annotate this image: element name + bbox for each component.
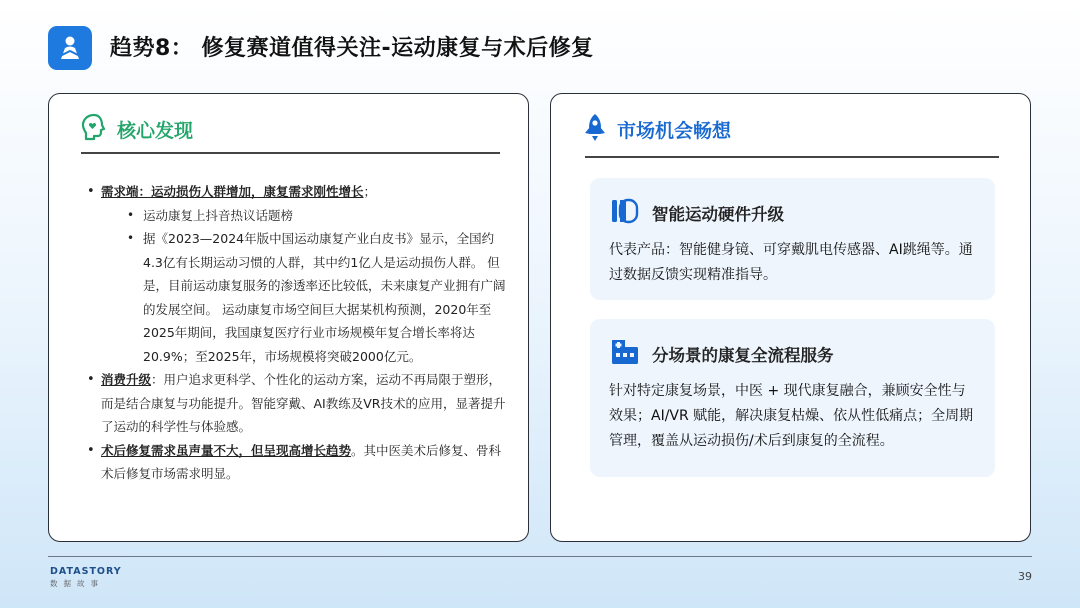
list-item: [87, 204, 507, 228]
opportunity-card: [590, 319, 995, 477]
card-body: 代表产品：智能健身镜、可穿戴肌电传感器、AI跳绳等。通过数据反馈实现精准指导。: [609, 242, 973, 283]
hospital-icon: [610, 338, 640, 370]
divider: [81, 152, 500, 154]
card-body: 针对特定康复场景，中医 + 现代康复融合，兼顾安全性与效果；AI/VR 赋能，解决康复枯燥、依从性低痛点；全周期管理，覆盖从运动损伤/术后到康复的全流程。: [609, 383, 974, 449]
list-item-text: 据《2023—2024年版中国运动康复产业白皮书》显示，全国约4.3亿有长期运动习惯的人群，其中约1亿人是运动损伤人群。 但是，目前运动康复服务的渗透率还比较低，未来康复产业拥有广阔的发展空间。 运动康复市场空间巨大据某机构预测，2020年至2025年期间，我国康复医疗行业市场规模年复合增长率将达20.9%；至2025年，市场规模将突破2000亿元。: [143, 231, 506, 364]
card-title: 分场景的康复全流程服务: [652, 346, 834, 365]
divider: [585, 156, 999, 158]
brand-name-cn: 数据故事: [50, 579, 104, 588]
list-item-text: ：用户追求更科学、个性化的运动方案，运动不再局限于塑形，而是结合康复与功能提升。智能穿戴、AI教练及VR技术的应用，显著提升了运动的科学性与体验感。: [101, 372, 506, 434]
page-number: 39: [1018, 570, 1032, 583]
list-item: [87, 439, 507, 486]
card-title: 智能运动硬件升级: [652, 205, 784, 224]
list-item-bold: 消费升级: [101, 372, 152, 387]
list-item-text: 运动康复上抖音热议话题榜: [143, 207, 294, 223]
page-title: 趋势8： 修复赛道值得关注-运动康复与术后修复: [110, 36, 594, 61]
smart-device-icon: [610, 197, 640, 229]
list-item: [87, 368, 507, 439]
list-item-text: 。其中医美术后修复、骨科术后修复市场需求明显。: [101, 442, 502, 481]
market-opportunity-panel: [550, 93, 1031, 542]
findings-list: [87, 180, 507, 486]
list-item-bold: 需求端：运动损伤人群增加，康复需求刚性增长: [101, 184, 364, 199]
head-heart-icon: [79, 112, 109, 146]
opportunity-card: [590, 178, 995, 300]
core-findings-title: 核心发现: [117, 119, 194, 142]
brand-logo: [50, 566, 122, 589]
market-opportunity-title: 市场机会畅想: [617, 119, 732, 142]
market-opportunity-heading: [581, 112, 731, 146]
list-item: [87, 180, 507, 204]
list-item-text: ；: [363, 184, 377, 199]
core-findings-panel: [48, 93, 529, 542]
list-item-bold: 术后修复需求虽声量不大，但呈现高增长趋势: [101, 442, 352, 458]
list-item: [87, 227, 507, 368]
brand-name: DATASTORY: [50, 566, 122, 577]
core-findings-heading: [79, 112, 193, 146]
person-rehab-icon: [48, 26, 92, 70]
rocket-icon: [581, 112, 609, 146]
footer-divider: [48, 556, 1032, 557]
